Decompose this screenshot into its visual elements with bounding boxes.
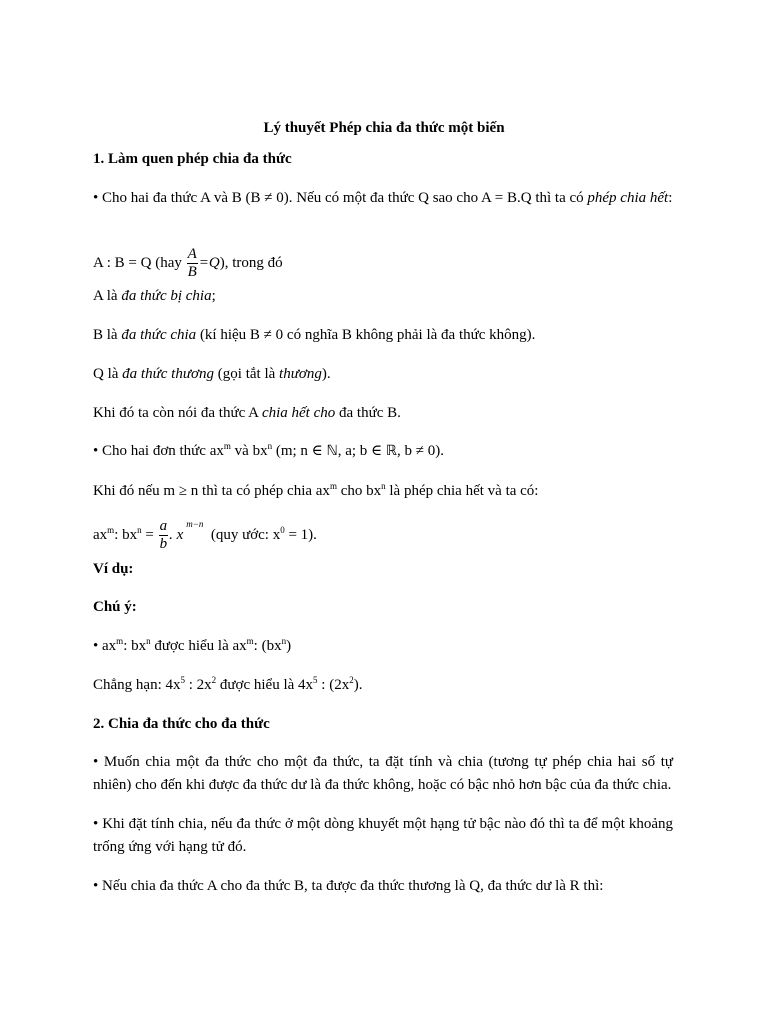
equation-tail: ), trong đó (219, 254, 283, 271)
text: được hiểu là 4x (216, 677, 314, 693)
line-divisible (93, 402, 673, 425)
paragraph-long-division: • Muốn chia một đa thức cho một đa thức, ta đặt tính và chia (tương tự phép chia hai số tự nhiên) cho đến khi được đa thức dư là đa thức không, hoặc có bậc nhỏ hơn bậc của đa thức chia. (93, 754, 673, 793)
text: cho bx (336, 483, 382, 499)
text: : (bx (253, 638, 282, 654)
naturals-symbol: ℕ (326, 443, 338, 459)
line-quotient (93, 363, 673, 386)
line-divisor (93, 324, 673, 347)
text: (gọi tắt là (214, 366, 280, 382)
definition-text: • Cho hai đa thức A và B (B ≠ 0). Nếu có một đa thức Q sao cho A = B.Q thì ta có (93, 190, 588, 206)
fraction-numerator: A (187, 246, 197, 262)
text: A là (93, 288, 122, 304)
text: ). (353, 677, 363, 693)
exponent: 2 (349, 675, 354, 685)
exponent: 0 (280, 524, 285, 535)
section-1-heading: 1. Làm quen phép chia đa thức (93, 151, 292, 167)
term: thương (279, 366, 322, 382)
text: (quy ước: x (210, 526, 281, 543)
text: và bx (230, 443, 268, 459)
note-example (93, 674, 673, 697)
line-dividend (93, 285, 673, 308)
text: được hiểu là ax (150, 638, 247, 654)
text: Khi đó ta còn nói đa thức A (93, 405, 262, 421)
equation-rhs: =Q (198, 254, 220, 271)
term: chia hết cho (261, 405, 336, 421)
exponent: m (329, 481, 337, 491)
fraction-a-over-b (187, 246, 198, 281)
definition-term: phép chia hết (587, 190, 669, 206)
text: ax (93, 526, 108, 543)
exponent: m (116, 636, 124, 646)
text: , a; b ∈ (337, 443, 386, 459)
text: Khi đó nếu m ≥ n thì ta có phép chia ax (93, 483, 330, 499)
paragraph-missing-terms: • Khi đặt tính chia, nếu đa thức ở một dòng khuyết một hạng tử bậc nào đó thì ta để một khoảng trống ứng với hạng tử đó. (93, 816, 673, 855)
exponent: n (281, 636, 287, 646)
fraction-numerator: a (159, 518, 168, 534)
text: ). (321, 366, 331, 382)
text: : bx (123, 638, 147, 654)
paragraph-definition (93, 187, 673, 210)
term: đa thức bị chia (121, 288, 212, 304)
exponent-m-minus-n: m−n (186, 518, 204, 529)
text: : 2x (185, 677, 212, 693)
text: • ax (93, 638, 117, 654)
fraction-denominator: B (187, 264, 197, 280)
text: (m; n ∈ (272, 443, 327, 459)
paragraph-remainder: • Nếu chia đa thức A cho đa thức B, ta được đa thức thương là Q, đa thức dư là R thì: (93, 878, 604, 894)
fraction-denominator: b (159, 536, 168, 552)
fraction-a-over-b-small (159, 518, 169, 553)
equation-division (93, 246, 673, 281)
line-rule (93, 480, 673, 503)
reals-symbol: ℝ (385, 443, 398, 459)
text: Q là (93, 366, 123, 382)
text: B là (93, 327, 122, 343)
exponent: 5 (180, 675, 185, 685)
text: ; (211, 288, 216, 304)
document-title: Lý thuyết Phép chia đa thức một biến (263, 120, 505, 136)
exponent: m (223, 441, 231, 451)
text: : bx (114, 526, 138, 543)
text: • Cho hai đơn thức ax (93, 443, 224, 459)
text: Chẳng hạn: 4x (93, 677, 181, 693)
text: , b ≠ 0). (397, 443, 444, 459)
text: : (2x (317, 677, 350, 693)
exponent: n (146, 636, 151, 646)
text: = (141, 526, 154, 543)
exponent: 2 (211, 675, 217, 685)
note-line-1 (93, 635, 673, 658)
exponent: m (246, 636, 254, 646)
equation-text: A : B = Q (hay (93, 254, 186, 271)
text: = 1). (284, 526, 317, 543)
formula-monomial-division (93, 518, 673, 553)
exponent: m (107, 524, 115, 535)
text: (kí hiệu B ≠ 0 có nghĩa B không phải là đa thức không). (196, 327, 536, 343)
exponent: n (381, 481, 386, 491)
text: đa thức B. (335, 405, 401, 421)
term: đa thức chia (121, 327, 197, 343)
variable-x: . x (169, 526, 184, 543)
text: ) (286, 638, 292, 654)
term: đa thức thương (122, 366, 215, 382)
definition-colon: : (668, 190, 673, 206)
line-monomials (93, 440, 673, 463)
example-label: Ví dụ: (93, 561, 134, 577)
note-label: Chú ý: (93, 599, 137, 615)
exponent: n (137, 524, 142, 535)
text: là phép chia hết và ta có: (385, 483, 539, 499)
section-2-heading: 2. Chia đa thức cho đa thức (93, 716, 270, 732)
exponent: n (267, 441, 273, 451)
exponent: 5 (313, 675, 318, 685)
